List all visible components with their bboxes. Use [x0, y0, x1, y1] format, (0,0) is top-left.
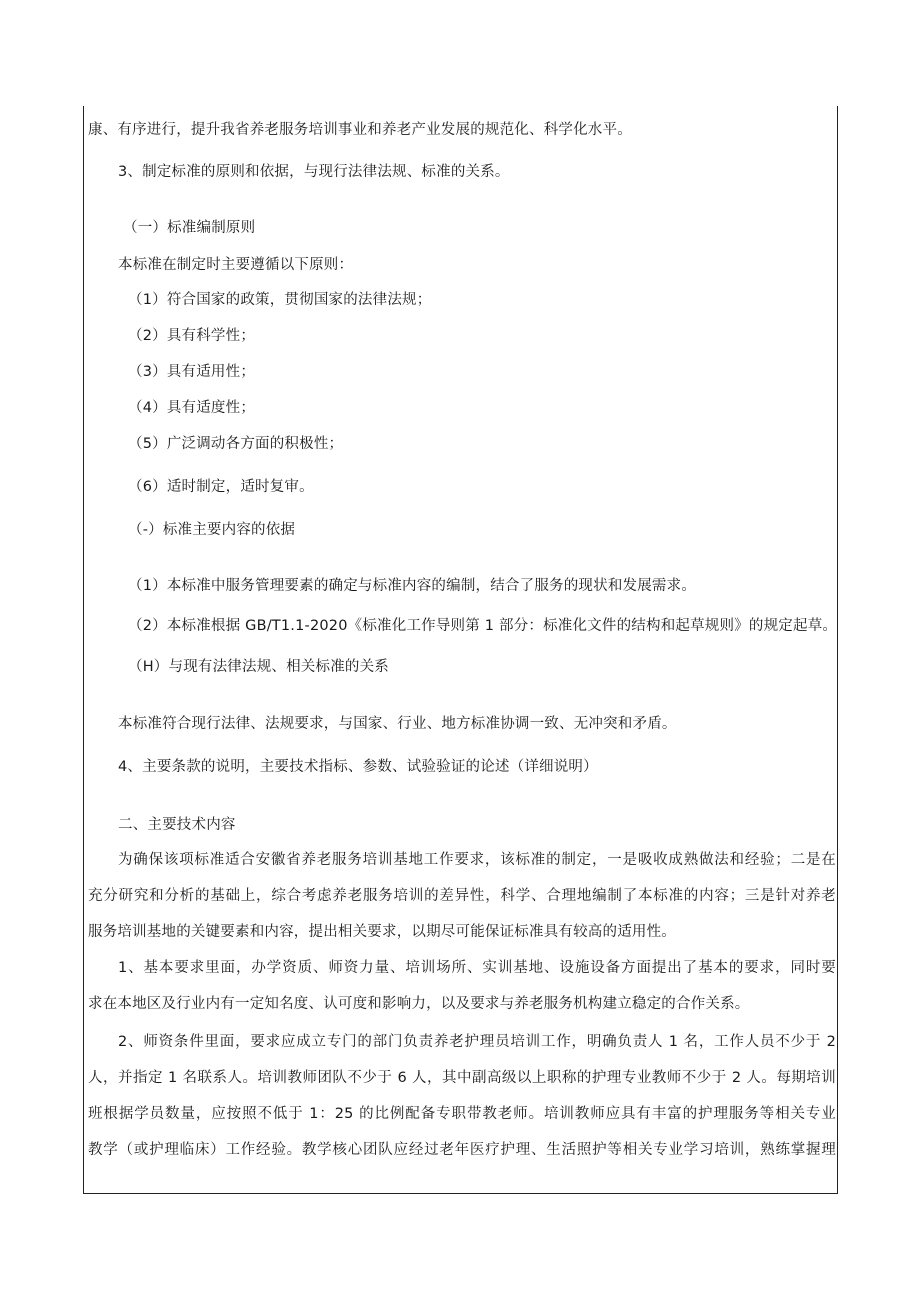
list-item: （5）广泛调动各方面的积极性；	[128, 436, 344, 452]
subsection-heading-principles: （一）标准编制原则	[123, 220, 256, 236]
paragraph-line: 本标准符合现行法律、法规要求，与国家、行业、地方标准协调一致、无冲突和矛盾。	[118, 716, 677, 732]
paragraph-line: 班根据学员数量，应按照不低于 1：25 的比例配备专职带教老师。培训教师应具有丰富的护理服务等相关专业	[88, 1106, 836, 1122]
paragraph-line: 为确保该项标准适合安徽省养老服务培训基地工作要求，该标准的制定，一是吸收成熟做法和经验；二是在	[118, 852, 836, 868]
paragraph-line: 本标准在制定时主要遵循以下原则：	[118, 257, 354, 273]
paragraph-line: 2、师资条件里面，要求应成立专门的部门负责养老护理员培训工作，明确负责人 1 名，工作人员不少于 2	[118, 1034, 836, 1050]
paragraph-line: 1、基本要求里面，办学资质、师资力量、培训场所、实训基地、设施设备方面提出了基本的要求，同时要	[118, 960, 836, 976]
list-item: （2）具有科学性；	[128, 328, 256, 344]
paragraph-line: 康、有序进行，提升我省养老服务培训事业和养老产业发展的规范化、科学化水平。	[88, 122, 632, 138]
list-item: （2）本标准根据 GB/T1.1-2020《标准化工作导则第 1 部分：标准化文件的结构和起草规则》的规定起草。	[128, 618, 838, 634]
section-heading-3: 3、制定标准的原则和依据，与现行法律法规、标准的关系。	[118, 164, 510, 180]
paragraph-line: 求在本地区及行业内有一定知名度、认可度和影响力，以及要求与养老服务机构建立稳定的合作关系。	[88, 996, 750, 1012]
list-item: （1）符合国家的政策，贯彻国家的法律法规；	[128, 292, 432, 308]
list-item: （3）具有适用性；	[128, 364, 256, 380]
paragraph-line: 服务培训基地的关键要素和内容，提出相关要求，以期尽可能保证标准具有较高的适用性。	[88, 924, 676, 940]
section-heading-4: 4、主要条款的说明，主要技术指标、参数、试验验证的论述（详细说明）	[118, 759, 598, 775]
subsection-heading-relation: （H）与现有法律法规、相关标准的关系	[128, 659, 390, 675]
list-item: （4）具有适度性；	[128, 400, 256, 416]
paragraph-line: 人，并指定 1 名联系人。培训教师团队不少于 6 人，其中副高级以上职称的护理专业教师不少于 2 人。每期培训	[88, 1070, 836, 1086]
subsection-heading-basis: （-）标准主要内容的依据	[128, 522, 296, 538]
list-item: （6）适时制定，适时复审。	[128, 479, 314, 495]
paragraph-line: 充分研究和分析的基础上，综合考虑养老服务培训的差异性，科学、合理地编制了本标准的内容；三是针对养老	[88, 888, 836, 904]
section-heading-technical-content: 二、主要技术内容	[118, 817, 236, 833]
list-item: （1）本标准中服务管理要素的确定与标准内容的编制，结合了服务的现状和发展需求。	[128, 578, 697, 594]
paragraph-line: 教学（或护理临床）工作经验。教学核心团队应经过老年医疗护理、生活照护等相关专业学习培训，熟练掌握理	[88, 1142, 836, 1158]
